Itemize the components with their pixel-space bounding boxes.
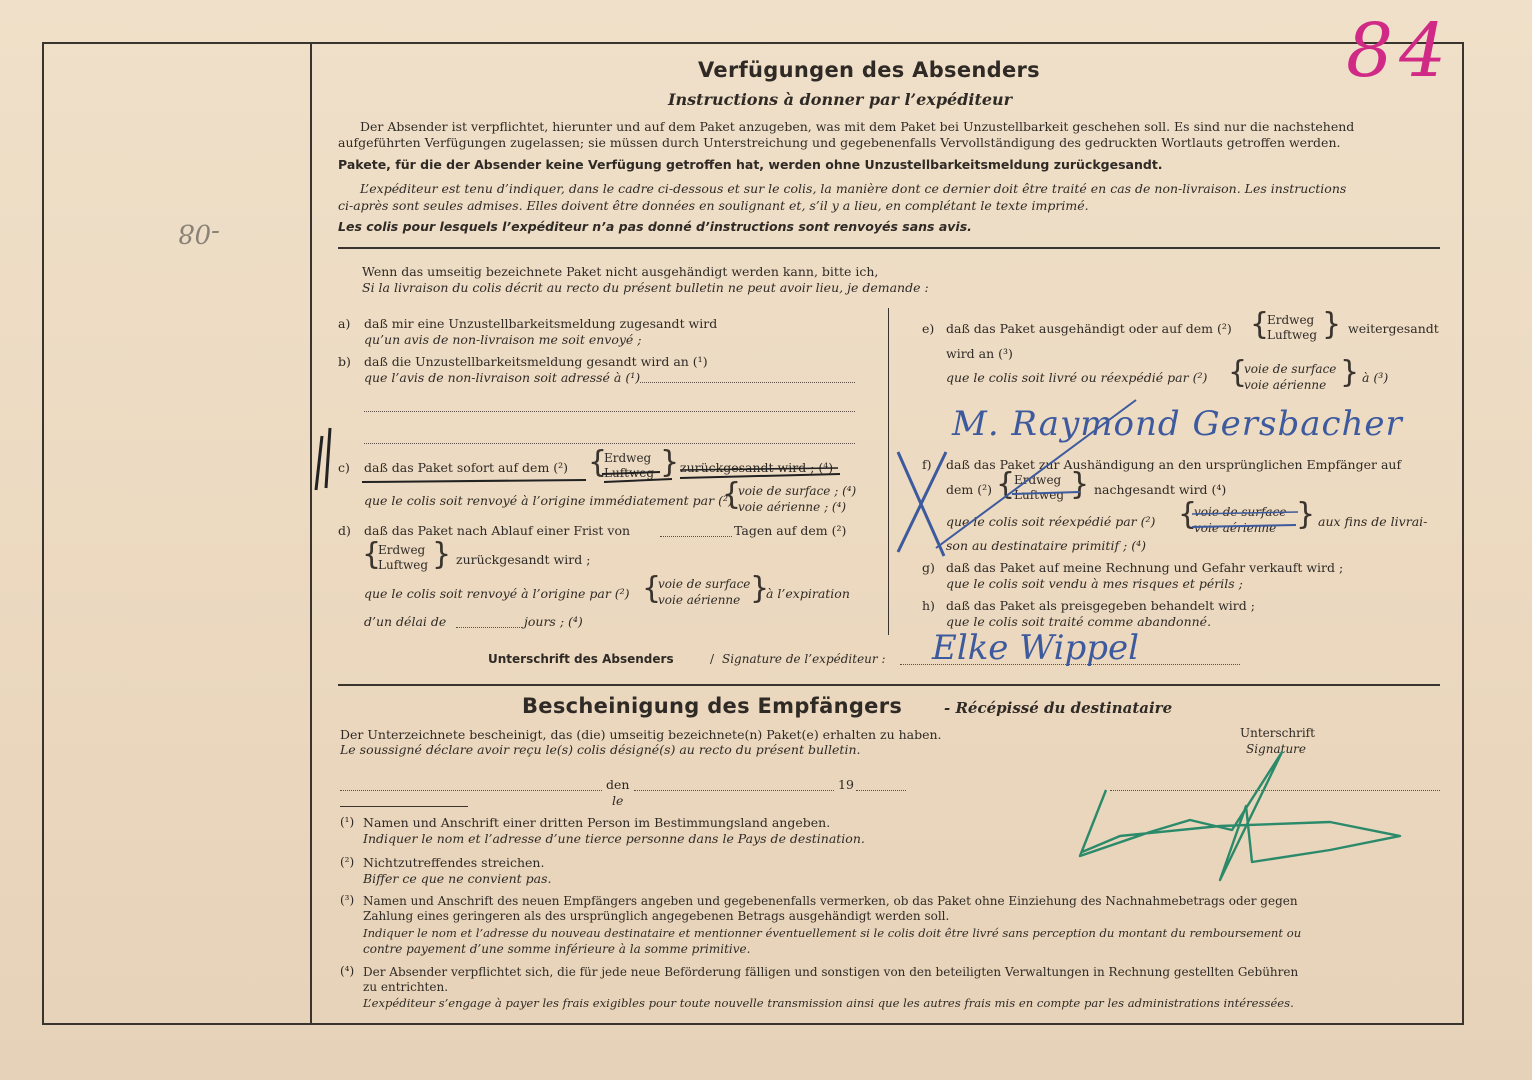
option-f-de-2: dem (²) <box>946 482 992 497</box>
option-d-fr-1: que le colis soit renvoyé à l’origine par (²) <box>364 586 630 601</box>
option-f-fr-1: que le colis soit réexpédié par (²) <box>946 514 1156 529</box>
option-e-erdweg: Erdweg <box>1267 313 1315 327</box>
option-d-fr-2: à l’expiration <box>766 586 850 601</box>
footnote-1-de: Namen und Anschrift einer dritten Person im Bestimmungsland angeben. <box>363 815 831 830</box>
brace-d-fr-open: { <box>642 571 662 606</box>
option-e-luftweg: Luftweg <box>1267 328 1318 342</box>
option-f-surface: voie de surface <box>1194 505 1287 519</box>
footnote-2-fr: Biffer ce que ne convient pas. <box>363 871 552 886</box>
option-a-fr: qu’un avis de non-livraison me soit envoyé ; <box>364 332 642 347</box>
option-c-luftweg: Luftweg <box>604 466 655 480</box>
option-f-de-1: daß das Paket zur Aushändigung an den ursprünglichen Empfänger auf <box>946 457 1402 472</box>
option-a-label: a) <box>338 316 351 331</box>
request-fr: Si la livraison du colis décrit au recto du présent bulletin ne peut avoir lieu, je demande : <box>362 280 929 295</box>
receipt-de: Der Unterzeichnete bescheinigt, das (die) umseitig bezeichnete(n) Paket(e) erhalten zu haben. <box>340 727 942 742</box>
option-f-luftweg: Luftweg <box>1014 488 1065 502</box>
footnote-1-mark: (¹) <box>340 815 355 829</box>
intro-de-line2: aufgeführten Verfügungen zugelassen; sie müssen durch Unterstreichung und gegebenenfalls Vervollständigung des gedruckten Wortlauts getroffen werden. <box>338 135 1341 150</box>
footnote-3-de-2: Zahlung eines geringeren als des ursprünglich angegebenen Betrags ausgehändigt werden soll. <box>363 909 950 923</box>
handwritten-recipient: M. Raymond Gersbacher <box>952 404 1403 444</box>
option-e-label: e) <box>922 321 935 336</box>
intro-de-line1: Der Absender ist verpflichtet, hierunter und auf dem Paket anzugeben, was mit dem Paket bei Unzustellbarkeit geschehen soll. Es sind nur die nachstehend <box>360 119 1355 134</box>
request-de: Wenn das umseitig bezeichnete Paket nicht ausgehändigt werden kann, bitte ich, <box>362 264 879 279</box>
brace-f-fr-close: } <box>1296 497 1316 532</box>
option-h-fr: que le colis soit traité comme abandonné. <box>946 614 1212 629</box>
intro-de-bold: Pakete, für die der Absender keine Verfügung getroffen hat, werden ohne Unzustellbarkeitsmeldung zurückgesandt. <box>338 157 1163 172</box>
footnote-3-mark: (³) <box>340 893 355 907</box>
corner-number-handwritten: 84 <box>1346 8 1453 94</box>
option-c-de-1: daß das Paket sofort auf dem (²) <box>364 460 569 475</box>
option-f-aerienne: voie aérienne <box>1194 521 1277 535</box>
option-f-fr-3: son au destinataire primitif ; (⁴) <box>946 538 1146 553</box>
brace-e-open: { <box>1250 307 1270 342</box>
receipt-unterschrift: Unterschrift <box>1240 726 1315 740</box>
footnote-4-de-2: zu entrichten. <box>363 980 449 994</box>
receipt-subtitle: - Récépissé du destinataire <box>944 699 1173 717</box>
margin-pencil-note: -08 <box>178 218 220 248</box>
intro-fr-line1: L’expéditeur est tenu d’indiquer, dans le cadre ci-dessous et sur le colis, la manière dont ce dernier doit être traité en cas de non-livraison. Les instructions <box>360 181 1347 196</box>
option-g-fr: que le colis soit vendu à mes risques et périls ; <box>946 576 1243 591</box>
sender-signature-sep: / <box>710 652 715 666</box>
strike-aerienne-f <box>1192 525 1296 527</box>
option-d-de-1: daß das Paket nach Ablauf einer Frist von <box>364 523 631 538</box>
option-e-fr-1: que le colis soit livré ou réexpédié par (²) <box>946 370 1208 385</box>
option-d-label: d) <box>338 523 351 538</box>
brace-d-close: } <box>432 537 452 572</box>
intro-fr-bold: Les colis pour lesquels l’expéditeur n’a pas donné d’instructions sont renvoyés sans avis. <box>338 219 972 234</box>
footnote-3-fr-2: contre payement d’une somme inférieure à la somme primitive. <box>363 942 751 956</box>
option-b-fr: que l’avis de non-livraison soit adressé à (¹) <box>364 370 641 385</box>
brace-e-fr-close: } <box>1340 355 1360 390</box>
sender-signature-label-fr: Signature de l’expéditeur : <box>722 652 886 666</box>
brace-c-fr: { <box>722 477 742 512</box>
receipt-signature-scribble <box>1080 752 1400 880</box>
strike-luftweg-c <box>602 472 660 474</box>
cross-mark-c <box>316 428 330 490</box>
strike-luftweg-f <box>1012 492 1080 494</box>
option-b-label: b) <box>338 354 351 369</box>
option-f-fr-2: aux fins de livrai- <box>1318 514 1428 529</box>
option-a-de: daß mir eine Unzustellbarkeitsmeldung zugesandt wird <box>364 316 718 331</box>
option-e-de-2: weitergesandt <box>1348 321 1439 336</box>
option-e-de-3: wird an (³) <box>946 346 1013 361</box>
brace-d-fr-close: } <box>750 571 770 606</box>
option-c-fr-2: voie de surface ; (⁴) <box>738 484 857 498</box>
option-c-fr-1: que le colis soit renvoyé à l’origine immédiatement par (²) <box>364 493 733 508</box>
footnote-3-de-1: Namen und Anschrift des neuen Empfängers angeben und gegebenenfalls vermerken, ob das Paket ohne Einziehung des Nachnahmebetrags oder gegen <box>363 894 1298 908</box>
receipt-year: 19 <box>838 777 854 792</box>
brace-c-close: } <box>660 445 680 480</box>
footnote-2-mark: (²) <box>340 855 355 869</box>
strike-option-c-text <box>680 468 838 470</box>
option-d-surface: voie de surface <box>658 577 751 591</box>
brace-e-fr-open: { <box>1228 355 1248 390</box>
option-h-de: daß das Paket als preisgegeben behandelt wird ; <box>946 598 1255 613</box>
option-d-aerienne: voie aérienne <box>658 593 741 607</box>
cross-mark-f <box>898 452 946 556</box>
option-d-de-2: Tagen auf dem (²) <box>734 523 847 538</box>
sender-signature-label-de: Unterschrift des Absenders <box>488 652 674 666</box>
option-b-de: daß die Unzustellbarkeitsmeldung gesandt wird an (¹) <box>364 354 708 369</box>
option-f-erdweg: Erdweg <box>1014 473 1062 487</box>
brace-f-fr-open: { <box>1178 497 1198 532</box>
receipt-fr: Le soussigné déclare avoir reçu le(s) colis désigné(s) au recto du présent bulletin. <box>340 742 861 757</box>
receipt-den: den <box>606 777 630 792</box>
brace-d-open: { <box>362 537 382 572</box>
option-d-fr-4: jours ; (⁴) <box>524 614 583 629</box>
option-c-fr-3: voie aérienne ; (⁴) <box>738 500 847 514</box>
footnote-4-de-1: Der Absender verpflichtet sich, die für jede neue Beförderung fälligen und sonstigen von den beteiligten Verwaltungen in Rechnung gestellten Gebühren <box>363 965 1299 979</box>
page-subtitle: Instructions à donner par l’expéditeur <box>668 90 1013 109</box>
option-g-de: daß das Paket auf meine Rechnung und Gefahr verkauft wird ; <box>946 560 1344 575</box>
option-d-luftweg: Luftweg <box>378 558 429 572</box>
page-title: Verfügungen des Absenders <box>698 58 1040 82</box>
option-h-label: h) <box>922 598 935 613</box>
option-c-erdweg: Erdweg <box>604 451 652 465</box>
brace-f-close: } <box>1070 467 1090 502</box>
footnote-4-fr: L’expéditeur s’engage à payer les frais exigibles pour toute nouvelle transmission ainsi que les autres frais mis en compte par les administrations intéressées. <box>363 996 1294 1010</box>
underline-surface-f <box>1192 512 1298 514</box>
footnote-4-mark: (⁴) <box>340 964 355 978</box>
brace-f-open: { <box>996 467 1016 502</box>
intro-fr-line2: ci-après sont seules admises. Elles doivent être données en soulignant et, s’il y a lieu, en complétant le texte imprimé. <box>338 198 1089 213</box>
brace-e-close: } <box>1322 307 1342 342</box>
receipt-le: le <box>612 793 624 808</box>
option-f-de-3: nachgesandt wird (⁴) <box>1094 482 1227 497</box>
option-e-surface: voie de surface <box>1244 362 1337 376</box>
receipt-signature: Signature <box>1246 742 1307 756</box>
footnote-3-fr-1: Indiquer le nom et l’adresse du nouveau destinataire et mentionner éventuellement si le colis doit être livré sans perception du montant du remboursement ou <box>363 926 1302 940</box>
option-d-fr-3: d’un délai de <box>364 614 447 629</box>
diagonal-stroke <box>936 400 1136 548</box>
underline-option-c <box>362 474 840 482</box>
option-e-fr-2: à (³) <box>1362 370 1389 385</box>
option-g-label: g) <box>922 560 935 575</box>
brace-c-open: { <box>588 445 608 480</box>
option-f-label: f) <box>922 457 932 472</box>
footnote-1-fr: Indiquer le nom et l’adresse d’une tierce personne dans le Pays de destination. <box>363 831 865 846</box>
option-e-aerienne: voie aérienne <box>1244 378 1327 392</box>
option-c-label: c) <box>338 460 350 475</box>
sender-signature-handwritten: Elke Wippel <box>932 628 1139 668</box>
footnote-2-de: Nichtzutreffendes streichen. <box>363 855 545 870</box>
option-d-de-3: zurückgesandt wird ; <box>456 552 591 567</box>
option-d-erdweg: Erdweg <box>378 543 426 557</box>
option-e-de-1: daß das Paket ausgehändigt oder auf dem (²) <box>946 321 1232 336</box>
option-c-de-2: zurückgesandt wird ; (⁴) <box>680 460 834 475</box>
receipt-title: Bescheinigung des Empfängers <box>522 694 903 718</box>
